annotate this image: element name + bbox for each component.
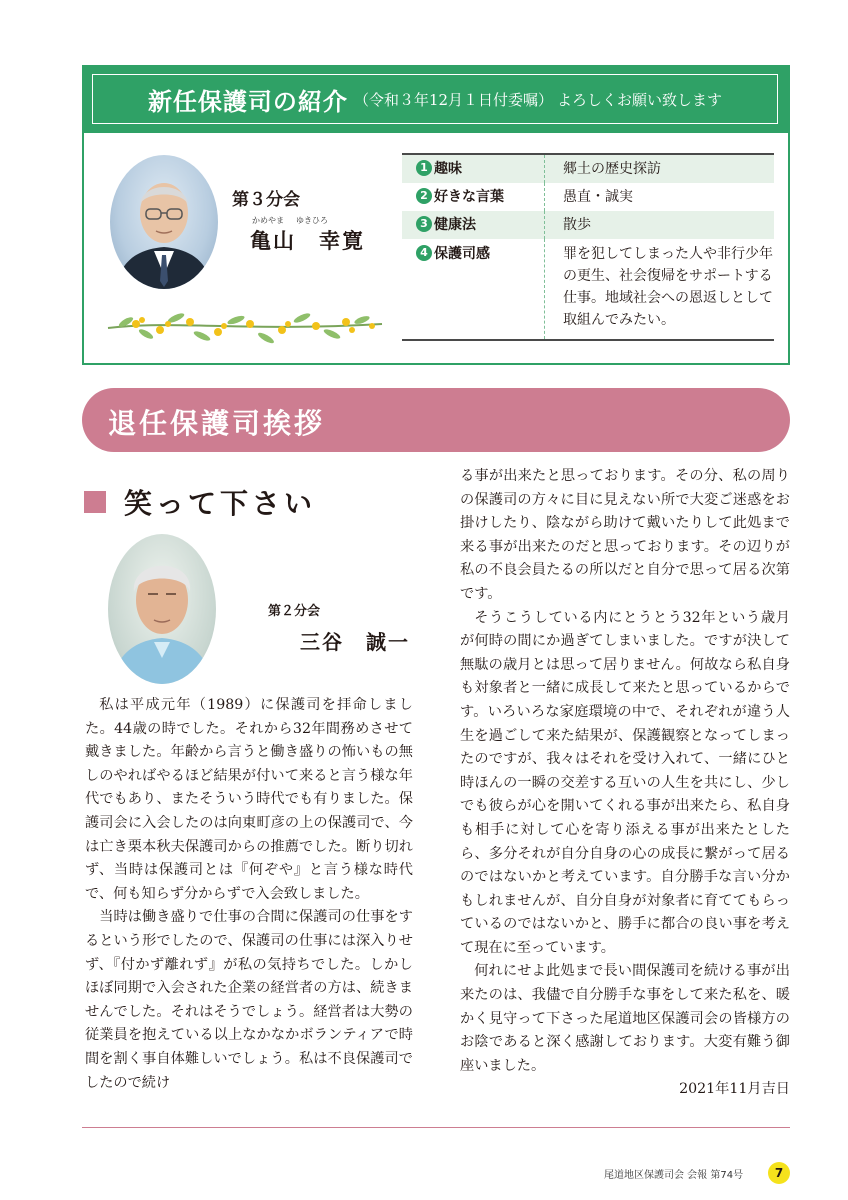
footer-divider	[82, 1127, 790, 1128]
article-date: 2021年11月吉日	[679, 1081, 790, 1098]
qa-row	[402, 183, 774, 211]
greeting: よろしくお願い致します	[557, 90, 723, 109]
portrait-photo	[110, 155, 218, 289]
retirement-title: 退任保護司挨拶	[108, 407, 326, 440]
qa-row	[402, 239, 774, 340]
article-column-right	[460, 465, 790, 1102]
article-heading	[84, 482, 316, 522]
qa-label: 好きな言葉	[434, 189, 504, 205]
number-badge: 3	[416, 216, 432, 232]
qa-row	[402, 154, 774, 183]
branch-label: 第２分会	[268, 604, 321, 619]
guardian-name: 亀山 幸寛	[250, 228, 365, 253]
article-column-left	[85, 694, 413, 1095]
qa-label: 保護司感	[434, 246, 490, 262]
qa-table	[402, 153, 774, 341]
qa-answer: 罪を犯してしまった人や非行少年の更生、社会復帰をサポートする仕事。地域社会への恩返しとして取組んでみたい。	[563, 246, 773, 328]
qa-answer: 郷土の歴史探訪	[545, 154, 775, 183]
mimosa-illustration	[106, 302, 384, 350]
article-title: 笑って下さい	[124, 487, 317, 520]
number-badge: 2	[416, 188, 432, 204]
section-header	[84, 67, 788, 133]
qa-row	[402, 211, 774, 239]
paragraph: 何れにせよ此処まで長い間保護司を続ける事が出来たのは、我儘で自分勝手な事をして来た私を、暖かく見守って下さった尾道地区保護司会の皆様方のお陰であると深く感謝しております。大変有難う御座いました。	[460, 963, 790, 1074]
header-frame	[92, 74, 778, 124]
qa-answer: 散歩	[545, 211, 775, 239]
square-bullet-icon	[84, 491, 106, 513]
paragraph: 当時は働き盛りで仕事の合間に保護司の仕事をするという形でしたので、保護司の仕事には深入りせず、『付かず離れず』が私の気持ちでした。しかしほぼ同期で入会された企業の経営者の方は、続きませんでした。それはそうでしょう。経営者は大勢の従業員を抱えている以上なかなかボランティアで時間を割く事自体難しいでしょう。私は不良保護司でしたので続け	[85, 909, 413, 1091]
name-ruby-given: ゆきひろ	[296, 216, 328, 225]
name-ruby-family: かめやま	[252, 216, 284, 225]
publication-label: 尾道地区保護司会 会報 第74号	[604, 1170, 744, 1181]
number-badge: 1	[416, 160, 432, 176]
paragraph: る事が出来たと思っております。その分、私の周りの保護司の方々に目に見えない所で大変ご迷惑をお掛けしたり、陰ながら助けて戴いたりして此処まで来る事が出来たのだと思っております。その辺りが私の不良会員たるの所以だと自分で思って居る次第です。	[460, 468, 790, 602]
retirement-banner	[82, 388, 790, 452]
qa-label: 健康法	[434, 217, 476, 233]
retiree-name: 三谷 誠一	[300, 630, 410, 654]
page-number: 7	[768, 1162, 790, 1184]
section-title: 新任保護司の紹介	[147, 86, 348, 116]
paragraph: そうこうしている内にとうとう32年という歳月が何時の間にか過ぎてしまいました。ですが決して無駄の歳月とは思って居りません。何故なら私自身も対象者と一緒に成長して来たと思っているからです。いろいろな家庭環境の中で、それぞれが違う人生を過ごして来た結果が、保護観察となってしまったのですが、我々はそれを受け入れて、一緒にひと時ほんの一瞬の交差する互いの人生を共にし、少しでも彼らが心を開いてくれる事が出来たら、私自身も相手に対して心を寄り添える事が出来たとしたら、多分それが自分自身の心の成長に繋がって居るのではないかと考えています。自分勝手な言い分かもしれませんが、自分自身が対象者に育ててもらっているのではないかと、勝手に都合の良い事を考えて現在に至っています。	[460, 609, 790, 956]
paragraph: 私は平成元年（1989）に保護司を拝命しました。44歳の時でした。それから32年間務めさせて戴きました。年齢から言うと働き盛りの怖いもの無しのやればやるほど結果が付いて来ると言う様な年代でもあり、またそういう時代でも有りました。保護司会に入会したのは向東町彦の上の保護司で、今は亡き栗本秋夫保護司からの推薦でした。断り切れず、当時は保護司とは『何ぞや』と言う様な時代で、何も知らず分からずで入会致しました。	[85, 697, 413, 902]
branch-label: 第３分会	[232, 190, 300, 210]
portrait-photo	[108, 534, 216, 684]
appointment-date: （令和３年12月１日付委嘱）	[353, 90, 554, 109]
number-badge: 4	[416, 245, 432, 261]
qa-label: 趣味	[434, 161, 462, 177]
new-guardian-section	[82, 65, 790, 365]
qa-answer: 愚直・誠実	[563, 189, 633, 205]
